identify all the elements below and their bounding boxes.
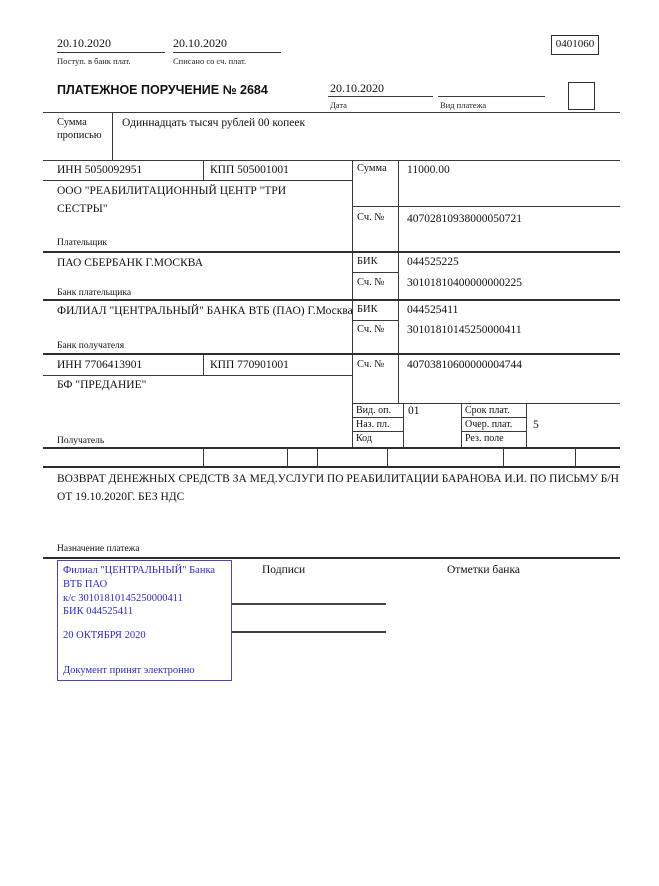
beneficiary-kpp: КПП 770901001: [210, 359, 289, 371]
op-type-value: 01: [408, 405, 420, 417]
beneficiary-bank-name: ФИЛИАЛ "ЦЕНТРАЛЬНЫЙ" БАНКА ВТБ (ПАО) Г.Москва: [57, 305, 353, 317]
table-border: [398, 160, 399, 403]
amount-words-value: Одиннадцать тысяч рублей 00 копеек: [122, 117, 306, 129]
section-divider: [43, 251, 620, 253]
beneficiary-inn: ИНН 7706413901: [57, 359, 143, 371]
table-border: [352, 320, 398, 321]
payer-account: 40702810938000050721: [407, 213, 522, 225]
beneficiary-bank-section-label: Банк получателя: [57, 341, 125, 351]
payment-purpose-label: Назначение платежа: [57, 544, 140, 554]
priority-label: Очер. плат.: [465, 419, 513, 430]
payment-type-label: Вид платежа: [440, 100, 487, 110]
section-divider: [43, 557, 620, 559]
stamp-note: Документ принят электронно: [63, 665, 195, 676]
amount-words-label: Сумма прописью: [57, 117, 102, 141]
payer-bank-name: ПАО СБЕРБАНК Г.МОСКВА: [57, 257, 204, 269]
beneficiary-account-label: Сч. №: [357, 359, 385, 370]
signature-line-1: [232, 603, 386, 605]
document-title: ПЛАТЕЖНОЕ ПОРУЧЕНИЕ № 2684: [57, 83, 268, 97]
op-type-label: Вид. оп.: [356, 405, 391, 416]
table-border: [403, 403, 404, 448]
section-divider: [43, 447, 620, 449]
payer-bank-bik-label: БИК: [357, 256, 378, 267]
beneficiary-bank-account-label: Сч. №: [357, 324, 385, 335]
payer-bank-account: 30101810400000000225: [407, 277, 522, 289]
table-border: [317, 449, 318, 466]
payer-name: ООО "РЕАБИЛИТАЦИОННЫЙ ЦЕНТР "ТРИ СЕСТРЫ": [57, 185, 287, 215]
received-date-underline: [57, 52, 165, 53]
payer-bank-account-label: Сч. №: [357, 277, 385, 288]
payer-bank-bik: 044525225: [407, 256, 459, 268]
table-border: [287, 449, 288, 466]
payer-kpp: КПП 505001001: [210, 164, 289, 176]
table-border: [43, 375, 352, 376]
beneficiary-account: 40703810600000004744: [407, 359, 522, 371]
stamp-corr-account: к/с 30101810145250000411: [63, 593, 183, 604]
beneficiary-bank-account: 30101810145250000411: [407, 324, 522, 336]
payment-type-underline: [438, 96, 545, 97]
table-border: [203, 160, 204, 180]
form-code: 0401060: [555, 38, 595, 50]
table-border: [43, 160, 620, 161]
document-date-value: 20.10.2020: [330, 81, 384, 95]
debited-date-label: Списано со сч. плат.: [173, 56, 247, 66]
section-divider: [43, 466, 620, 468]
form-code-box: [551, 35, 599, 55]
amount-value: 11000.00: [407, 164, 450, 176]
payer-bank-section-label: Банк плательщика: [57, 288, 132, 298]
table-border: [112, 112, 113, 160]
stamp-bik: БИК 044525411: [63, 606, 134, 617]
amount-label: Сумма: [357, 163, 387, 174]
reserve-field-label: Рез. поле: [465, 433, 504, 444]
signatures-header: Подписи: [262, 564, 306, 576]
stamp-bank-name: Филиал "ЦЕНТРАЛЬНЫЙ" Банка ВТБ ПАО: [63, 565, 216, 590]
code-label: Код: [356, 433, 372, 444]
beneficiary-bank-bik-label: БИК: [357, 304, 378, 315]
beneficiary-bank-bik: 044525411: [407, 304, 459, 316]
document-date-label: Дата: [330, 100, 347, 110]
table-border: [503, 449, 504, 466]
payer-inn: ИНН 5050092951: [57, 164, 143, 176]
document-date-underline: [328, 96, 433, 97]
due-date-label: Срок плат.: [465, 405, 510, 416]
table-border: [352, 206, 620, 207]
beneficiary-name: БФ "ПРЕДАНИЕ": [57, 379, 147, 391]
payer-account-label: Сч. №: [357, 212, 385, 223]
payment-type-box: [568, 82, 595, 110]
table-border: [461, 403, 462, 448]
beneficiary-section-label: Получатель: [57, 436, 105, 446]
purpose-kind-label: Наз. пл.: [356, 419, 390, 430]
bank-marks-header: Отметки банка: [447, 564, 520, 576]
table-border: [203, 355, 204, 375]
table-border: [352, 272, 398, 273]
table-border: [203, 449, 204, 466]
section-divider: [43, 353, 620, 355]
table-border: [575, 449, 576, 466]
payment-purpose: ВОЗВРАТ ДЕНЕЖНЫХ СРЕДСТВ ЗА МЕД.УСЛУГИ ПО РЕАБИЛИТАЦИИ БАРАНОВА И.И. ПО ПИСЬМУ Б/Н ОТ 19.10.2020Г. БЕЗ НДС: [57, 473, 619, 503]
debited-date-underline: [173, 52, 281, 53]
debited-date-value: 20.10.2020: [173, 36, 227, 50]
table-border: [43, 180, 352, 181]
table-border: [387, 449, 388, 466]
payer-section-label: Плательщик: [57, 238, 108, 248]
table-border: [43, 112, 620, 113]
bank-stamp: [57, 560, 232, 681]
stamp-date: 20 ОКТЯБРЯ 2020: [63, 630, 146, 641]
signature-line-2: [232, 631, 386, 633]
received-date-value: 20.10.2020: [57, 36, 111, 50]
received-date-label: Поступ. в банк плат.: [57, 56, 131, 66]
section-divider: [43, 299, 620, 301]
priority-value: 5: [533, 419, 539, 431]
table-border: [526, 403, 527, 448]
